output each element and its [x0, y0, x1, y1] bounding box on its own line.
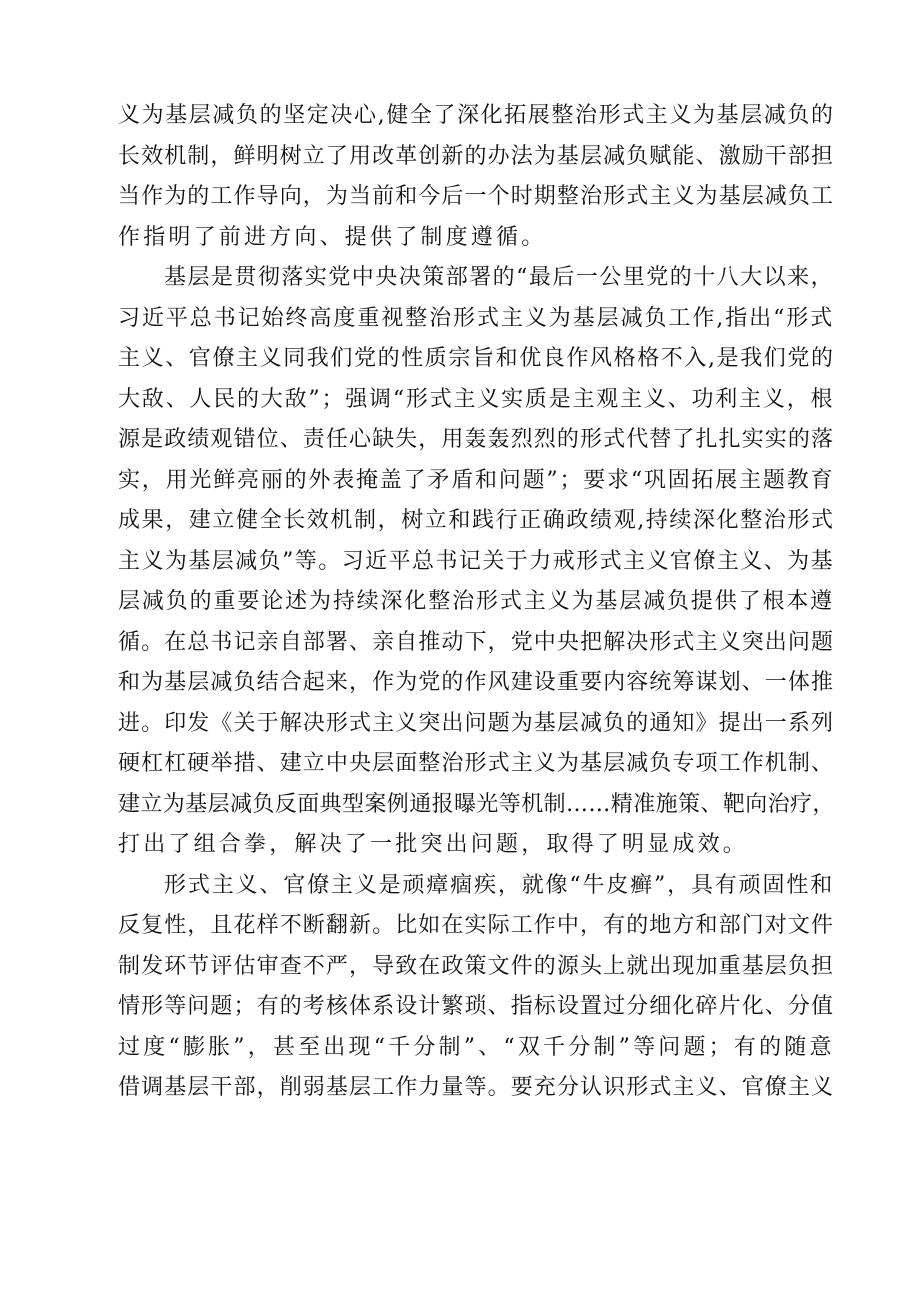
text-line: 情形等问题；有的考核体系设计繁琐、指标设置过分细化碎片化、分值 [118, 994, 834, 1019]
text-line: 成果，建立健全长效机制，树立和践行正确政绩观,持续深化整治形式 [118, 508, 835, 533]
text-line: 循。在总书记亲自部署、亲自推动下，党中央把解决形式主义突出问题 [118, 629, 834, 655]
text-line: 作指明了前进方向、提供了制度遵循。 [118, 224, 547, 250]
text-line: 层减负的重要论述为持续深化整治形式主义为基层减负提供了根本遵 [118, 589, 834, 614]
text-line: 当作为的工作导向，为当前和今后一个时期整治形式主义为基层减负工 [118, 184, 834, 209]
text-line: 和为基层减负结合起来，作为党的作风建设重要内容统筹谋划、一体推 [118, 670, 834, 695]
text-line: 形式主义、官僚主义是顽瘴痼疾，就像“牛皮癣”，具有顽固性和 [164, 872, 834, 898]
text-line: 打出了组合拳，解决了一批突出问题，取得了明显成效。 [118, 832, 749, 857]
text-line: 习近平总书记始终高度重视整治形式主义为基层减负工作,指出“形式 [118, 305, 834, 331]
text-line: 大敌、人民的大敌”；强调“形式主义实质是主观主义、功利主义，根 [118, 386, 835, 412]
text-line: 过度“膨胀”，甚至出现“千分制”、“双千分制”等问题；有的随意 [118, 1034, 835, 1060]
text-line: 进。印发《关于解决形式主义突出问题为基层减负的通知》提出一系列 [118, 710, 834, 736]
text-line: 建立为基层减负反面典型案例通报曝光等机制……精准施策、靶向治疗， [118, 791, 835, 817]
text-line: 义为基层减负的坚定决心,健全了深化拓展整治形式主义为基层减负的 [118, 103, 835, 128]
text-line: 主义为基层减负”等。习近平总书记关于力戒形式主义官僚主义、为基 [118, 548, 834, 574]
text-line: 源是政绩观错位、责任心缺失，用轰轰烈烈的形式代替了扎扎实实的落 [118, 427, 834, 452]
text-line: 实，用光鲜亮丽的外表掩盖了矛盾和问题”；要求“巩固拓展主题教育 [118, 467, 835, 493]
paragraph-2 [118, 258, 840, 866]
text-line: 长效机制，鲜明树立了用改革创新的办法为基层减负赋能、激励干部担 [118, 143, 834, 169]
text-line: 借调基层干部，削弱基层工作力量等。要充分认识形式主义、官僚主义 [118, 1075, 834, 1100]
text-line: 制发环节评估审查不严，导致在政策文件的源头上就出现加重基层负担 [118, 953, 834, 979]
text-line: 反复性，且花样不断翻新。比如在实际工作中，有的地方和部门对文件 [118, 913, 834, 938]
text-line: 基层是贯彻落实党中央决策部署的“最后一公里党的十八大以来， [164, 265, 834, 290]
text-line: 硬杠杠硬举措、建立中央层面整治形式主义为基层减负专项工作机制、 [118, 751, 834, 776]
paragraph-1 [118, 96, 840, 258]
text-line: 主义、官僚主义同我们党的性质宗旨和优良作风格格不入,是我们党的 [118, 346, 835, 371]
paragraph-3 [118, 866, 840, 1109]
